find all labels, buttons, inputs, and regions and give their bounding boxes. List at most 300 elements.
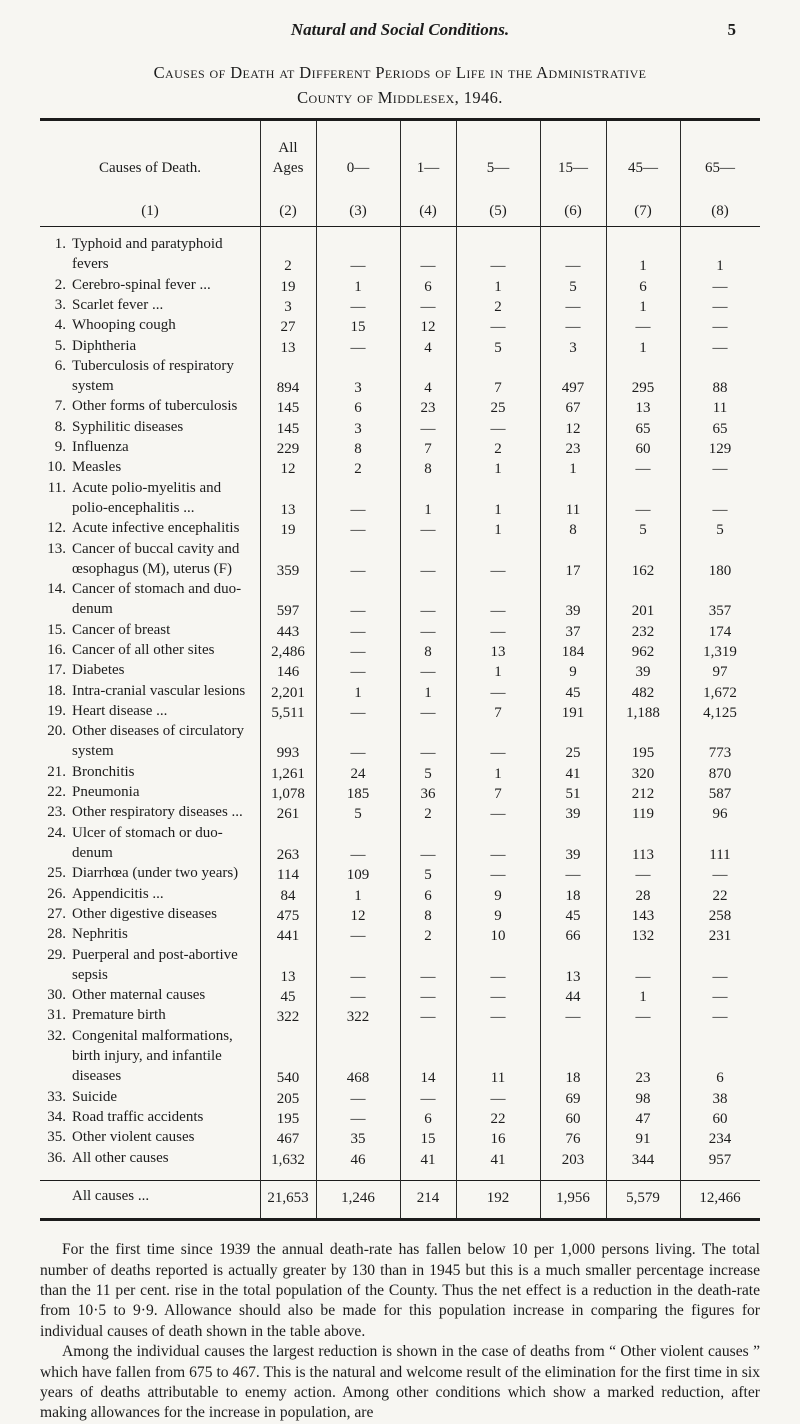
table-cell: 6 xyxy=(639,278,647,295)
table-cell: — xyxy=(565,867,581,884)
cause-number: 14. xyxy=(47,581,66,598)
table-cell: 45 xyxy=(280,989,296,1006)
table-cell: 6 xyxy=(716,1070,724,1087)
cause-label xyxy=(40,520,262,540)
table-cell: 36 xyxy=(420,786,436,803)
table-cell: 5,511 xyxy=(271,704,305,721)
table-cell: 12 xyxy=(420,319,436,336)
cause-label xyxy=(40,947,262,988)
total-cell: 1,246 xyxy=(341,1189,375,1206)
table-cell: — xyxy=(420,623,436,640)
cause-label xyxy=(40,1028,262,1089)
table-cell: 1,672 xyxy=(703,684,737,701)
total-cell: 21,653 xyxy=(267,1189,309,1206)
table-cell: — xyxy=(350,603,366,620)
table-cell: — xyxy=(565,319,581,336)
table-cell: — xyxy=(420,846,436,863)
table-cell: 1 xyxy=(354,684,362,701)
cause-text: Puerperal and post-abortive xyxy=(72,946,238,963)
table-cell: 4 xyxy=(424,339,432,356)
cause-text: Appendicitis ... xyxy=(72,885,164,902)
table-cell: 9 xyxy=(494,907,502,924)
table-cell: 468 xyxy=(346,1070,370,1087)
cause-label xyxy=(40,764,262,784)
table-cell: — xyxy=(490,684,506,701)
column-divider xyxy=(540,121,541,1218)
table-cell: — xyxy=(490,867,506,884)
table-cell: 51 xyxy=(565,786,581,803)
column-divider xyxy=(680,121,681,1218)
cause-text: polio-encephalitis ... xyxy=(72,499,195,516)
cause-number: 13. xyxy=(47,540,66,557)
cause-label-line xyxy=(40,865,262,885)
cause-text: All other causes xyxy=(72,1149,169,1166)
cause-text: Measles xyxy=(72,459,122,476)
cause-label xyxy=(40,581,262,622)
cause-label-line xyxy=(40,804,262,824)
table-cell: 39 xyxy=(565,846,581,863)
cause-label-line xyxy=(40,500,294,520)
cause-label-line xyxy=(40,439,262,459)
table-cell: 18 xyxy=(565,887,581,904)
cause-label-line xyxy=(40,277,262,297)
cause-number: 6. xyxy=(54,357,66,374)
cause-number: 3. xyxy=(54,296,66,313)
table-cell: — xyxy=(490,1009,506,1026)
cause-text: Premature birth xyxy=(72,1007,166,1024)
table-cell: — xyxy=(350,562,366,579)
cause-text: Other maternal causes xyxy=(72,987,206,1004)
cause-number: 19. xyxy=(47,702,66,719)
table-cell: — xyxy=(712,278,728,295)
table-cell: — xyxy=(635,867,651,884)
cause-text: Acute polio-myelitis and xyxy=(72,479,222,496)
column-header-name xyxy=(260,138,316,178)
table-cell: 12 xyxy=(280,461,296,478)
table-cell: 7 xyxy=(424,441,432,457)
table-cell: 344 xyxy=(631,1151,655,1168)
table-cell: — xyxy=(350,339,366,356)
table-cell: — xyxy=(635,461,651,478)
cause-label xyxy=(40,926,262,946)
cause-label-line xyxy=(40,1089,262,1109)
cause-label-line xyxy=(40,764,262,784)
cause-label xyxy=(40,906,262,926)
column-header xyxy=(316,128,400,224)
table-cell: 162 xyxy=(631,562,655,579)
cause-text: Congenital malformations, xyxy=(72,1027,233,1044)
cause-number: 16. xyxy=(47,642,66,658)
cause-text: system xyxy=(72,378,114,395)
table-cell: 4,125 xyxy=(703,704,737,721)
cause-text: Cerebro-spinal fever ... xyxy=(72,276,211,293)
cause-label-line xyxy=(40,1150,262,1170)
table-cell: 1 xyxy=(494,278,502,295)
table-cell: 234 xyxy=(708,1131,732,1148)
table-cell: 2,486 xyxy=(271,644,305,660)
table-cell: 3 xyxy=(569,339,577,356)
column-header-name-line: 5— xyxy=(486,160,510,176)
table-cell: 41 xyxy=(565,765,581,782)
table-cell: 41 xyxy=(490,1151,506,1168)
cause-text: Scarlet fever ... xyxy=(72,296,164,313)
table-cell: 47 xyxy=(635,1110,651,1127)
table-cell: — xyxy=(420,968,436,985)
cause-number: 7. xyxy=(54,398,66,415)
cause-label-line xyxy=(40,683,262,703)
table-cell: 84 xyxy=(280,887,296,904)
cause-label-line xyxy=(40,256,294,276)
table-cell: 357 xyxy=(708,603,732,620)
cause-text: Syphilitic diseases xyxy=(72,418,184,435)
table-cell: 3 xyxy=(354,380,362,397)
column-header-name-line: 45— xyxy=(628,160,658,176)
column-header xyxy=(540,128,606,224)
cause-label xyxy=(40,480,262,521)
table-cell: 322 xyxy=(276,1009,300,1026)
cause-number: 10. xyxy=(47,459,66,476)
cause-text: Cancer of stomach and duo- xyxy=(72,581,242,598)
table-cell: — xyxy=(635,1009,651,1026)
table-cell: — xyxy=(420,1009,436,1026)
column-header xyxy=(456,128,540,224)
cause-label xyxy=(40,297,262,317)
table-cell: 993 xyxy=(276,745,300,762)
table-cell: 98 xyxy=(635,1090,651,1107)
table-cell: 232 xyxy=(631,623,655,640)
column-header-name-line: 65— xyxy=(705,160,735,176)
cause-number: 23. xyxy=(47,804,66,821)
column-header-name xyxy=(606,158,680,178)
table-cell: — xyxy=(350,522,366,539)
table-cell: — xyxy=(420,745,436,762)
table-cell: 12 xyxy=(350,907,366,924)
table-cell: — xyxy=(350,704,366,721)
table-cell: 7 xyxy=(494,786,502,803)
table-cell: 597 xyxy=(276,603,300,620)
table-cell: 129 xyxy=(708,441,732,457)
table-cell: 261 xyxy=(276,806,300,823)
table-cell: 76 xyxy=(565,1131,581,1148)
table-cell: 1 xyxy=(424,684,432,701)
table-cell: 229 xyxy=(276,441,300,457)
cause-label xyxy=(40,865,262,885)
table-cell: 60 xyxy=(635,441,651,457)
page-header xyxy=(64,20,736,44)
cause-label xyxy=(40,1129,262,1149)
table-cell: — xyxy=(420,258,436,275)
table-cell: — xyxy=(712,989,728,1006)
cause-label-line xyxy=(40,601,294,621)
table-cell: 3 xyxy=(284,298,292,315)
table-cell: 44 xyxy=(565,989,581,1006)
table-cell: 12 xyxy=(565,420,581,437)
table-cell: 8 xyxy=(569,522,577,539)
table-cell: 13 xyxy=(565,968,581,985)
cause-text: Nephritis xyxy=(72,926,128,943)
table-cell: — xyxy=(350,664,366,681)
table-cell: 69 xyxy=(565,1090,581,1107)
table-cell: 25 xyxy=(490,400,506,417)
table-cell: — xyxy=(712,501,728,518)
table-cell: — xyxy=(350,1110,366,1127)
column-number: (6) xyxy=(564,203,582,219)
table-cell: 5 xyxy=(494,339,502,356)
table-cell: 203 xyxy=(561,1151,585,1168)
table-cell: 894 xyxy=(276,380,300,397)
cause-number: 17. xyxy=(47,662,66,679)
cause-label-line xyxy=(40,926,262,946)
cause-number: 32. xyxy=(47,1027,66,1044)
cause-text: œsophagus (M), uterus (F) xyxy=(72,560,232,577)
cause-label-line xyxy=(40,784,262,804)
table-cell: 1 xyxy=(494,765,502,782)
column-number: (5) xyxy=(489,203,507,219)
table-title-line-2: County of Middlesex, 1946. xyxy=(297,88,503,107)
table-cell: 870 xyxy=(708,765,732,782)
table-cell: 1 xyxy=(494,522,502,539)
column-number: (8) xyxy=(711,203,729,219)
table-cell: 65 xyxy=(712,420,728,437)
cause-text: birth injury, and infantile xyxy=(72,1047,222,1064)
cause-label xyxy=(40,662,262,682)
total-label-text: All causes ... xyxy=(72,1187,150,1204)
column-number: (1) xyxy=(141,203,159,219)
cause-number: 21. xyxy=(47,763,66,780)
cause-text: Other diseases of circulatory xyxy=(72,723,245,740)
table-cell: — xyxy=(350,1090,366,1107)
table-cell: — xyxy=(420,562,436,579)
cause-number: 22. xyxy=(47,784,66,801)
table-cell: 2,201 xyxy=(271,684,305,701)
table-cell: 6 xyxy=(424,278,432,295)
cause-label-line xyxy=(40,1129,262,1149)
cause-text: Other digestive diseases xyxy=(72,905,217,922)
cause-text: Cancer of buccal cavity and xyxy=(72,540,240,557)
table-cell: 231 xyxy=(708,928,732,945)
table-cell: 11 xyxy=(490,1070,506,1087)
table-cell: 119 xyxy=(632,806,654,823)
table-cell: 1 xyxy=(494,501,502,518)
cause-label-line xyxy=(40,886,262,906)
table-cell: 258 xyxy=(708,907,732,924)
table-cell: 8 xyxy=(424,644,432,660)
table-cell: 205 xyxy=(276,1090,300,1107)
column-header-name xyxy=(400,158,456,178)
cause-label-line xyxy=(40,459,262,479)
cause-label xyxy=(40,987,262,1007)
cause-number: 27. xyxy=(47,905,66,922)
table-cell: 65 xyxy=(635,420,651,437)
table-cell: 174 xyxy=(708,623,732,640)
table-cell: 6 xyxy=(354,400,362,417)
table-cell: 35 xyxy=(350,1131,366,1148)
table-cell: 7 xyxy=(494,380,502,397)
table-cell: 60 xyxy=(565,1110,581,1127)
table-cell: — xyxy=(565,258,581,275)
cause-text: Diarrhœa (under two years) xyxy=(72,865,239,882)
table-cell: 5 xyxy=(424,867,432,884)
table-cell: 8 xyxy=(354,441,362,457)
table-cell: 6 xyxy=(424,1110,432,1127)
table-cell: 475 xyxy=(276,907,300,924)
cause-label-line xyxy=(40,480,262,500)
table-cell: 91 xyxy=(635,1131,651,1148)
cause-label xyxy=(40,784,262,804)
column-header-name xyxy=(40,158,260,178)
table-cell: 322 xyxy=(346,1009,370,1026)
cause-number: 33. xyxy=(47,1088,66,1105)
cause-label xyxy=(40,1089,262,1109)
cause-label-line xyxy=(40,987,262,1007)
table-cell: — xyxy=(490,1090,506,1107)
cause-label-line xyxy=(40,317,262,337)
cause-text: fevers xyxy=(72,256,109,273)
total-cell: 5,579 xyxy=(626,1189,660,1206)
table-cell: 5 xyxy=(354,806,362,823)
cause-text: Intra-cranial vascular lesions xyxy=(72,682,246,699)
table-cell: 146 xyxy=(276,664,300,681)
column-number: (3) xyxy=(349,203,367,219)
cause-label xyxy=(40,398,262,418)
table-cell: 15 xyxy=(420,1131,436,1148)
table-cell: — xyxy=(350,258,366,275)
table-cell: 1 xyxy=(569,461,577,478)
table-cell: 1 xyxy=(639,989,647,1006)
cause-text: sepsis xyxy=(72,966,108,983)
table-cell: — xyxy=(490,603,506,620)
column-header-name-line: All xyxy=(278,140,298,156)
table-cell: — xyxy=(490,258,506,275)
table-cell: 773 xyxy=(708,745,732,762)
table-cell: 39 xyxy=(635,664,651,681)
table-cell: — xyxy=(490,989,506,1006)
table-cell: — xyxy=(420,603,436,620)
paragraph-2: Among the individual causes the largest reduction is shown in the case of deaths from “ Other violent causes ” which have fallen from 675 to 467. This is the natural and welcome result of the elimination for the first time in six years of deaths attributable to enemy action. Among other conditions which show a marked reduction, after making allowances for the increase in population, are xyxy=(40,1343,760,1422)
column-header xyxy=(260,128,316,224)
cause-label-line xyxy=(40,845,294,865)
cause-number: 30. xyxy=(47,987,66,1004)
table-cell: 67 xyxy=(565,400,581,417)
table-cell: — xyxy=(635,319,651,336)
commentary xyxy=(40,1240,760,1424)
table-cell: 88 xyxy=(712,380,728,397)
cause-number: 12. xyxy=(47,520,66,537)
total-cell: 12,466 xyxy=(699,1189,741,1206)
table-cell: 39 xyxy=(565,806,581,823)
cause-label-line xyxy=(40,398,262,418)
cause-label xyxy=(40,703,262,723)
cause-number: 11. xyxy=(47,479,66,496)
table-cell: 132 xyxy=(631,928,655,945)
table-cell: 957 xyxy=(708,1151,732,1168)
cause-text: system xyxy=(72,743,114,760)
cause-text: Other forms of tuberculosis xyxy=(72,398,238,415)
column-header xyxy=(40,128,260,224)
table-cell: — xyxy=(712,461,728,478)
table-cell: 497 xyxy=(561,380,585,397)
table-cell: 1 xyxy=(639,339,647,356)
table-cell: — xyxy=(712,319,728,336)
cause-text: diseases xyxy=(72,1068,122,1085)
table-cell: 263 xyxy=(276,846,300,863)
cause-label-line xyxy=(40,906,262,926)
paragraph-1: For the first time since 1939 the annual death-rate has fallen below 10 per 1,000 persons living. The total number of deaths reported is actually greater by 130 than in 1945 but this is a much smaller percentage increase than the 11 per cent. rise in the total population of the County. Thus the net effect is a reduction in the death-rate from 10·5 to 9·9. Allowance should also be made for this population increase in comparing the figures for individual causes of death shown in the table above. xyxy=(40,1241,760,1340)
table-cell: — xyxy=(420,664,436,681)
table-cell: 1 xyxy=(716,258,724,275)
table-cell: 19 xyxy=(280,278,296,295)
table-cell: 441 xyxy=(276,928,300,945)
cause-label-line xyxy=(40,642,262,662)
cause-text: Ulcer of stomach or duo- xyxy=(72,824,223,841)
table-cell: 212 xyxy=(631,786,655,803)
cause-label xyxy=(40,1007,262,1027)
table-cell: — xyxy=(420,704,436,721)
table-cell: 23 xyxy=(565,441,581,457)
cause-text: Road traffic accidents xyxy=(72,1108,204,1125)
table-cell: 143 xyxy=(631,907,655,924)
table-cell: 2 xyxy=(284,258,292,275)
table-cell: 587 xyxy=(708,786,732,803)
table-cell: 19 xyxy=(280,522,296,539)
table-cell: 1 xyxy=(639,298,647,315)
table-cell: 2 xyxy=(494,298,502,315)
total-cell: 214 xyxy=(416,1189,440,1206)
table-cell: — xyxy=(350,501,366,518)
table-cell: 38 xyxy=(712,1090,728,1107)
table-cell: — xyxy=(350,846,366,863)
table-cell: 66 xyxy=(565,928,581,945)
table-cell: — xyxy=(350,745,366,762)
table-cell: 11 xyxy=(565,501,581,518)
cause-label xyxy=(40,1150,262,1170)
table-cell: 46 xyxy=(350,1151,366,1168)
table-cell: 443 xyxy=(276,623,300,640)
table-cell: 18 xyxy=(565,1070,581,1087)
table-cell: 962 xyxy=(631,644,655,660)
cause-number: 35. xyxy=(47,1129,66,1146)
table-cell: 39 xyxy=(565,603,581,620)
table-cell: 2 xyxy=(354,461,362,478)
table-cell: 60 xyxy=(712,1110,728,1127)
cause-label-line xyxy=(40,1007,262,1027)
cause-label-line xyxy=(40,825,262,845)
cause-text: Influenza xyxy=(72,439,129,455)
cause-text: Tuberculosis of respiratory xyxy=(72,357,234,374)
column-number: (2) xyxy=(279,203,297,219)
table-cell: 96 xyxy=(712,806,728,823)
table-cell: 195 xyxy=(631,745,655,762)
cause-label-line xyxy=(40,743,294,763)
cause-label-line xyxy=(40,1068,294,1088)
table-cell: — xyxy=(350,298,366,315)
table-cell: — xyxy=(350,968,366,985)
cause-label-line xyxy=(40,1048,294,1068)
cause-text: Bronchitis xyxy=(72,763,135,780)
table-cell: — xyxy=(490,745,506,762)
table-cell: 14 xyxy=(420,1070,436,1087)
table-cell: 185 xyxy=(346,786,370,803)
cause-number: 26. xyxy=(47,885,66,902)
table-cell: 540 xyxy=(276,1070,300,1087)
column-header xyxy=(400,128,456,224)
column-divider xyxy=(456,121,457,1218)
cause-text: Cancer of breast xyxy=(72,621,171,638)
table-cell: 27 xyxy=(280,319,296,336)
table-cell: 1 xyxy=(424,501,432,518)
total-cell: 1,956 xyxy=(556,1189,590,1206)
table-cell: 109 xyxy=(346,867,370,884)
